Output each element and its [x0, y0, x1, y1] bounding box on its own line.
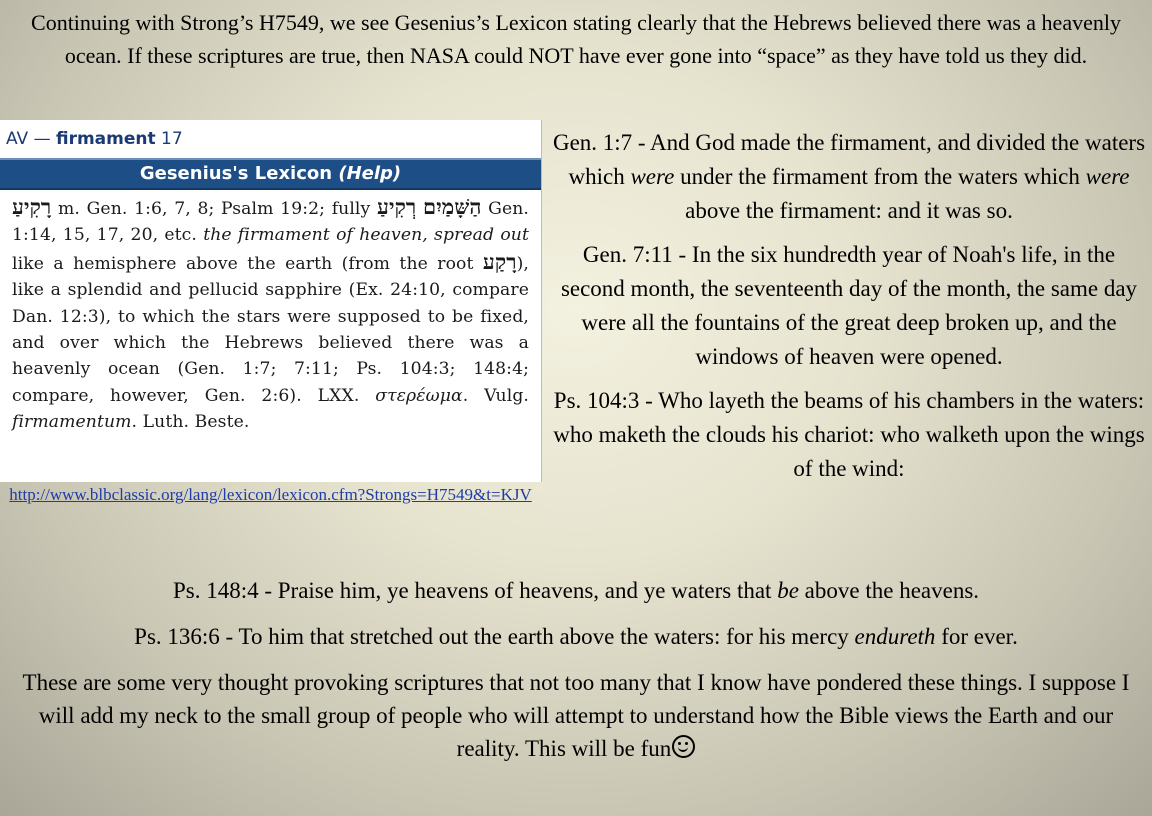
verse-gen-1-7: Gen. 1:7 - And God made the firmament, and divided the waters which were under the firmament from the waters which were above the firmament: and it was so. — [552, 130, 1146, 223]
hebrew-headword: רָקִיעַ — [12, 194, 52, 219]
smiley-icon — [672, 735, 695, 758]
av-prefix: AV — — [6, 129, 56, 149]
entry-text-1: m. Gen. 1:6, 7, 8; Psalm 19:2; fully — [51, 199, 377, 219]
entry-text-3: like a hemisphere above the earth (from the root — [12, 253, 483, 274]
lexicon-title: Gesenius's Lexicon — [139, 163, 339, 184]
lexicon-title-band — [0, 158, 541, 190]
entry-italic-1: the firmament of heaven, spread out — [203, 225, 529, 246]
lexicon-help: (Help) — [338, 163, 402, 184]
lexicon-entry — [0, 190, 541, 436]
entry-text-4: ), like a splendid and pellucid sapphire (Ex. 24:10, compare Dan. 12:3), to which the stars were supposed to be fixed, and over which the Hebrews believed there was a heavenly ocean (Gen. 1:7; 7:11; Ps. 104:3; 148:4; compare, however, Gen. 2:6). LXX. — [12, 253, 529, 406]
entry-text-2: Gen. 1:14, 15, 17, 20, etc. — [12, 199, 529, 246]
hebrew-word-3: הַשָּׁמַיִם — [423, 194, 482, 219]
source-link[interactable]: http://www.blbclassic.org/lang/lexicon/lexicon.cfm?Strongs=H7549&t=KJV — [9, 485, 532, 504]
latin-word: firmamentum — [12, 412, 132, 433]
av-word: firmament — [55, 129, 156, 149]
greek-word: στερέωμα — [375, 385, 463, 406]
verse-ps-104-3: Ps. 104:3 - Who layeth the beams of his chambers in the waters: who maketh the clouds his chariot: who walketh upon the wings of the wind: — [553, 388, 1145, 481]
verse-ps-148-4: Ps. 148:4 - Praise him, ye heavens of heavens, and ye waters that be above the heavens. — [172, 578, 980, 603]
hebrew-word-2: רְקִיעַ — [376, 194, 417, 219]
bottom-section — [20, 574, 1132, 778]
closing-paragraph: These are some very thought provoking scriptures that not too many that I know have pondered these things. I suppose I will add my neck to the small group of people who will attempt to understand how the Bible views the Earth and our reality. This will be fun — [22, 670, 1130, 761]
verse-column — [552, 126, 1146, 496]
verse-ps-136-6: Ps. 136:6 - To him that stretched out the earth above the waters: for his mercy endureth for ever. — [134, 624, 1018, 649]
entry-text-6: . Luth. Beste. — [131, 412, 250, 433]
intro-paragraph: Continuing with Strong’s H7549, we see Gesenius’s Lexicon stating clearly that the Hebrews believed there was a heavenly ocean. If these scriptures are true, then NASA could NOT have ever gone into “space” as they have told us they did. — [31, 10, 1121, 68]
hebrew-root: רָקַע — [482, 248, 517, 274]
lexicon-av-line — [0, 120, 541, 158]
verse-gen-7-11: Gen. 7:11 - In the six hundredth year of Noah's life, in the second month, the seventeenth day of the month, the same day were all the fountains of the great deep broken up, and the windows of heaven were opened. — [560, 242, 1138, 369]
av-count: 17 — [161, 129, 183, 149]
entry-text-5: . Vulg. — [462, 385, 529, 406]
lexicon-image — [0, 120, 542, 482]
